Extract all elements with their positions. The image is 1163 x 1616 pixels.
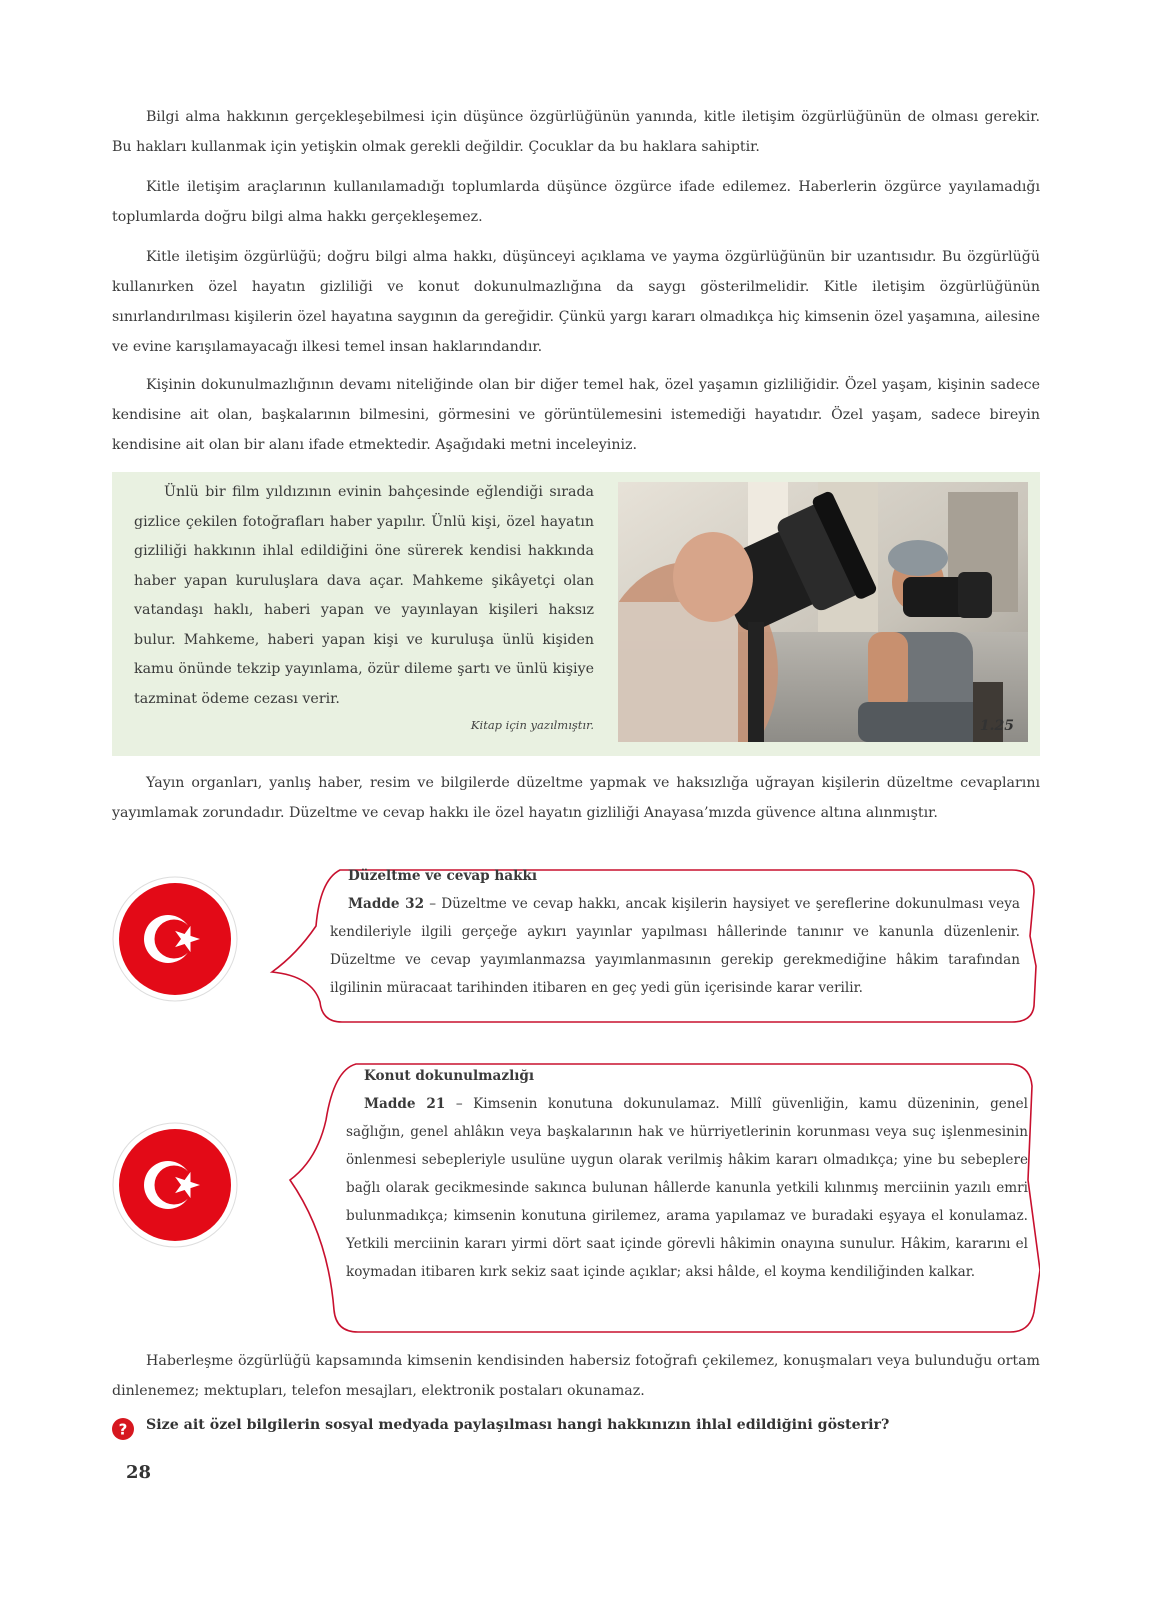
constitution-article-21 xyxy=(112,1060,1040,1338)
article-21-body xyxy=(346,1062,1028,1286)
article-32-number: Madde 32 xyxy=(348,896,425,912)
turkish-flag-icon xyxy=(112,1122,238,1248)
paragraph-correction-duty: Yayın organları, yanlış haber, resim ve bilgilerde düzeltme yapmak ve haksızlığa uğrayan kişilerin düzeltme cevaplarını yayımlamak zorundadır. Düzeltme ve cevap hakkı ile özel hayatın gizliliği Anayasa’mızda güvence altına alınmıştır. xyxy=(112,775,1040,821)
paragraph-information-right: Bilgi alma hakkının gerçekleşebilmesi için düşünce özgürlüğünün yanında, kitle iletişim özgürlüğünün de olması gerekir. Bu hakları kullanmak için yetişkin olmak gerekli değildir. Çocuklar da bu haklara sahiptir. xyxy=(112,109,1040,155)
paragraph-private-life: Kişinin dokunulmazlığının devamı niteliğinde olan bir diğer temel hak, özel yaşamın gizliliğidir. Özel yaşam, kişinin sadece kendisine ait olan, başkalarının bilmesini, görmesini ve görüntülemesini istemediği hayatıdır. Özel yaşam, sadece bireyin kendisine ait olan bir alanı ifade etmektedir. Aşağıdaki metni inceleyiniz. xyxy=(112,377,1040,453)
figure-number: 1.25 xyxy=(979,718,1014,734)
constitution-article-32 xyxy=(112,866,1040,1026)
case-study-box xyxy=(112,472,1040,756)
article-21-title: Konut dokunulmazlığı xyxy=(364,1068,535,1084)
turkish-flag-icon xyxy=(112,876,238,1002)
question-text: Size ait özel bilgilerin sosyal medyada paylaşılması hangi hakkınızın ihlal edildiğini gösterir? xyxy=(146,1417,890,1433)
photographers-photo xyxy=(618,482,1028,742)
article-32-body xyxy=(330,862,1020,1002)
svg-text:?: ? xyxy=(118,1420,128,1439)
case-study-source: Kitap için yazılmıştır. xyxy=(470,718,594,732)
page-number: 28 xyxy=(126,1462,152,1483)
paragraph-communication-freedom: Haberleşme özgürlüğü kapsamında kimsenin kendisinden habersiz fotoğrafı çekilemez, konuşmaları veya bulunduğu ortam dinlenemez; mektupları, telefon mesajları, elektronik postaları okunamaz. xyxy=(112,1353,1040,1399)
paragraph-media-freedom: Kitle iletişim özgürlüğü; doğru bilgi alma hakkı, düşünceyi açıklama ve yayma özgürlüğünün bir uzantısıdır. Bu özgürlüğü kullanırken özel hayatın gizliliği ve konut dokunulmazlığına da saygı gösterilmelidir. Kitle iletişim özgürlüğünün sınırlandırılması kişilerin özel hayatına saygının da gereğidir. Çünkü yargı kararı olmadıkça hiç kimsenin özel yaşamına, ailesine ve evine karışılamayacağı ilkesi temel insan haklarındandır. xyxy=(112,249,1040,355)
article-32-text: – Düzeltme ve cevap hakkı, ancak kişilerin haysiyet ve şereflerine dokunulması veya kendileriyle ilgili gerçeğe aykırı yayınlar yapılması hâllerinde tanınır ve kanunla düzenlenir. Düzeltme ve cevap yayımlanmazsa yayımlanmasının gerekip gerekmediğine hâkim tarafından ilgilinin müracaat tarihinden itibaren en geç yedi gün içerisinde karar verilir. xyxy=(330,896,1020,996)
article-21-text: – Kimsenin konutuna dokunulamaz. Millî güvenliğin, kamu düzeninin, genel sağlığın, genel ahlâkın veya başkalarının hak ve hürriyetlerinin korunması veya suç işlenmesinin önlenmesi sebepleriyle usulüne uygun olarak verilmiş hâkim kararı olmadıkça; yine bu sebeplere bağlı olarak gecikmesinde sakınca bulunan hâllerde kanunla yetkili kılınmış merciinin yazılı emri bulunmadıkça; kimsenin konutuna girilemez, arama yapılamaz ve buradaki eşyaya el konulamaz. Yetkili merciinin kararı yirmi dört saat içinde görevli hâkimin onayına sunulur. Hâkim, kararını el koymadan itibaren kırk sekiz saat içinde açıklar; aksi hâlde, el koyma kendiliğinden kalkar. xyxy=(346,1096,1028,1280)
paragraph-mass-media: Kitle iletişim araçlarının kullanılamadığı toplumlarda düşünce özgürce ifade edilemez. Haberlerin özgürce yayılamadığı toplumlarda doğru bilgi alma hakkı gerçekleşemez. xyxy=(112,179,1040,225)
question-mark-icon xyxy=(112,1418,134,1440)
article-21-number: Madde 21 xyxy=(364,1096,446,1112)
case-study-text: Ünlü bir film yıldızının evinin bahçesinde eğlendiği sırada gizlice çekilen fotoğrafları haber yapılır. Ünlü kişi, özel hayatın gizliliği hakkının ihlal edildiğini öne sürerek kendisi hakkında haber yapan kuruluşlara dava açar. Mahkeme şikâyetçi olan vatandaşı haklı, haberi yapan ve yayınlayan kişileri haksız bulur. Mahkeme, haberi yapan kişi ve kuruluşa ünlü kişiden kamu önünde tekzip yayınlama, özür dileme şartı ve ünlü kişiye tazminat ödeme cezası verir. xyxy=(134,484,594,707)
article-32-title: Düzeltme ve cevap hakkı xyxy=(348,868,538,884)
question-row xyxy=(112,1414,1040,1444)
